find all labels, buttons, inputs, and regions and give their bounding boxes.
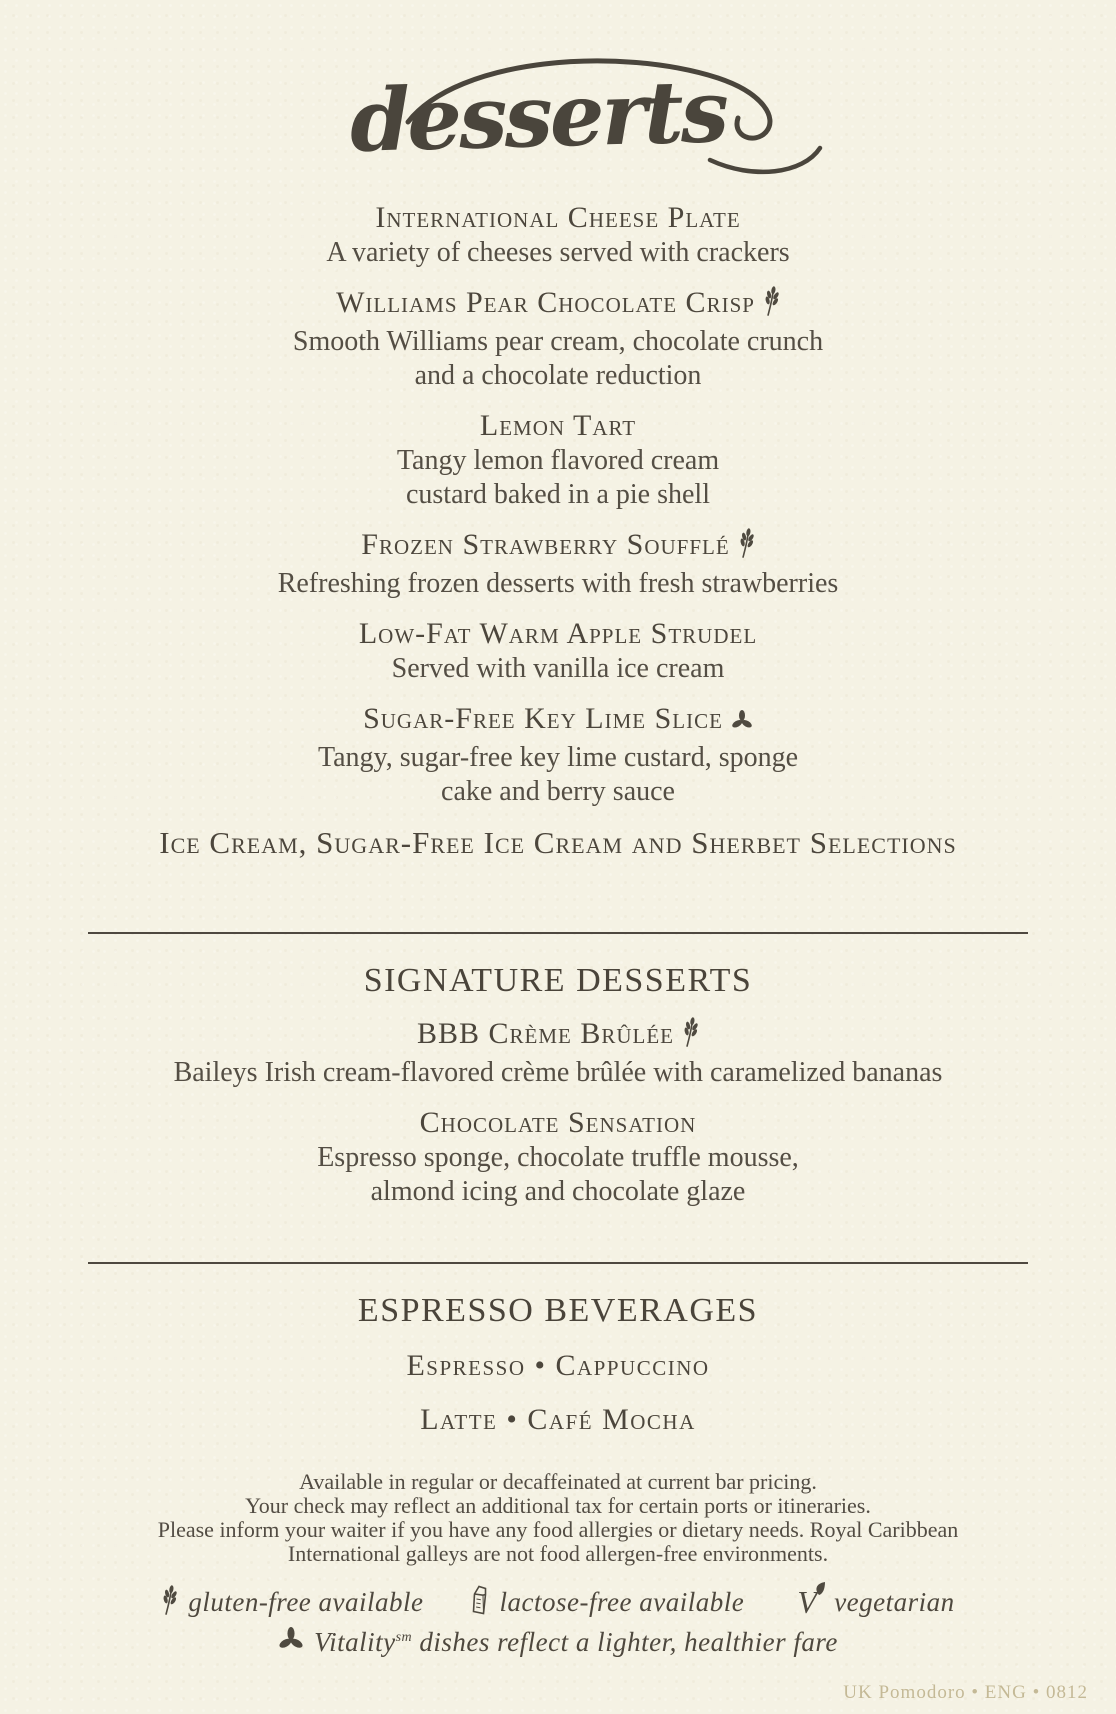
wheat-icon [738, 528, 755, 567]
menu-item-lemon-tart [0, 408, 1116, 512]
item-description-line: Tangy lemon flavored cream [396, 445, 720, 476]
menu-item-strawberry-souffle [0, 527, 1116, 601]
item-name: Chocolate Sensation [419, 1106, 697, 1139]
section-divider [88, 1262, 1028, 1264]
menu-item-cheese-plate [0, 200, 1116, 270]
vitality-text: dishes reflect a lighter, healthier fare [412, 1626, 838, 1657]
fine-print-line: Please inform your waiter if you have any food allergies or dietary needs. Royal Caribbean [157, 1517, 959, 1542]
menu-item-apple-strudel [0, 616, 1116, 686]
legend-row [0, 1622, 1116, 1662]
item-description-line: A variety of cheeses served with crackers [326, 237, 790, 268]
dessert-menu-page [0, 48, 1116, 1714]
wheat-icon [161, 1585, 178, 1620]
legend-vegetarian [790, 1585, 954, 1619]
legend-label: gluten-free available [188, 1586, 424, 1617]
legend-gluten-free [161, 1585, 423, 1620]
vitality-word: Vitality [314, 1626, 396, 1657]
item-description-line: cake and berry sauce [441, 776, 675, 807]
menu-item-bbb-creme-brulee [0, 1016, 1116, 1090]
item-name: Low-Fat Warm Apple Strudel [358, 617, 758, 650]
milk-carton-icon [470, 1584, 490, 1621]
trefoil-icon [278, 1627, 304, 1658]
menu-item-williams-pear-crisp [0, 285, 1116, 393]
item-description-line: Refreshing frozen desserts with fresh strawberries [277, 568, 839, 599]
item-description-line: Smooth Williams pear cream, chocolate crunch [292, 326, 824, 357]
legend-label: lactose-free available [499, 1586, 745, 1617]
fine-print-line: International galleys are not food allergen-free environments. [287, 1541, 829, 1566]
wheat-icon [763, 286, 780, 325]
item-name: Frozen Strawberry Soufflé [361, 528, 730, 561]
menu-title [258, 48, 858, 198]
vitality-servicemark: sm [395, 1629, 413, 1645]
item-name: International Cheese Plate [375, 201, 741, 234]
item-name: Lemon Tart [479, 409, 637, 442]
item-description-line: custard baked in a pie shell [405, 479, 710, 510]
legend-vitality [278, 1627, 838, 1658]
dietary-legend [0, 1582, 1116, 1662]
signature-desserts-section [0, 960, 1116, 1209]
item-name: Sugar-Free Key Lime Slice [363, 702, 723, 735]
item-name: Williams Pear Chocolate Crisp [336, 286, 755, 319]
section-divider [88, 932, 1028, 934]
leaf-icon [813, 1581, 826, 1596]
item-description-line: Espresso sponge, chocolate truffle mousse, [317, 1142, 799, 1173]
item-name: Ice Cream, Sugar-Free Ice Cream and Sherbet Selections [159, 825, 957, 860]
espresso-beverages-section [0, 1290, 1116, 1440]
fine-print-line: Your check may reflect an additional tax for certain ports or itineraries. [245, 1493, 871, 1518]
item-name: BBB Crème Brûlée [416, 1017, 675, 1050]
legend-lactose-free [470, 1584, 745, 1621]
menu-item-ice-cream-selections [0, 824, 1116, 862]
item-description-line: almond icing and chocolate glaze [370, 1176, 746, 1207]
item-description-line: Served with vanilla ice cream [391, 653, 725, 684]
wheat-icon [682, 1017, 699, 1056]
menu-item-chocolate-sensation [0, 1105, 1116, 1209]
menu-item-key-lime-slice [0, 701, 1116, 809]
v-leaf-icon [790, 1585, 824, 1619]
item-description-line: Tangy, sugar-free key lime custard, sponge [317, 742, 799, 773]
item-description-line: and a chocolate reduction [414, 360, 702, 391]
legend-label [314, 1627, 838, 1658]
legend-row [0, 1582, 1116, 1622]
vegetarian-v-glyph: V [797, 1584, 817, 1620]
legend-label: vegetarian [834, 1586, 955, 1617]
fine-print [0, 1470, 1116, 1566]
print-code: UK Pomodoro • ENG • 0812 [843, 1682, 1088, 1703]
fine-print-line: Available in regular or decaffeinated at current bar pricing. [299, 1469, 817, 1494]
signature-desserts-heading: SIGNATURE DESSERTS [363, 962, 753, 999]
menu-script-title: desserts [348, 61, 728, 172]
desserts-section [0, 200, 1116, 862]
espresso-beverages-heading: ESPRESSO BEVERAGES [357, 1292, 759, 1329]
trefoil-icon [731, 705, 753, 741]
beverage-line: Espresso • Cappuccino [406, 1349, 710, 1382]
beverage-line: Latte • Café Mocha [420, 1403, 696, 1436]
item-description-line: Baileys Irish cream-flavored crème brûlée with caramelized bananas [173, 1057, 943, 1088]
